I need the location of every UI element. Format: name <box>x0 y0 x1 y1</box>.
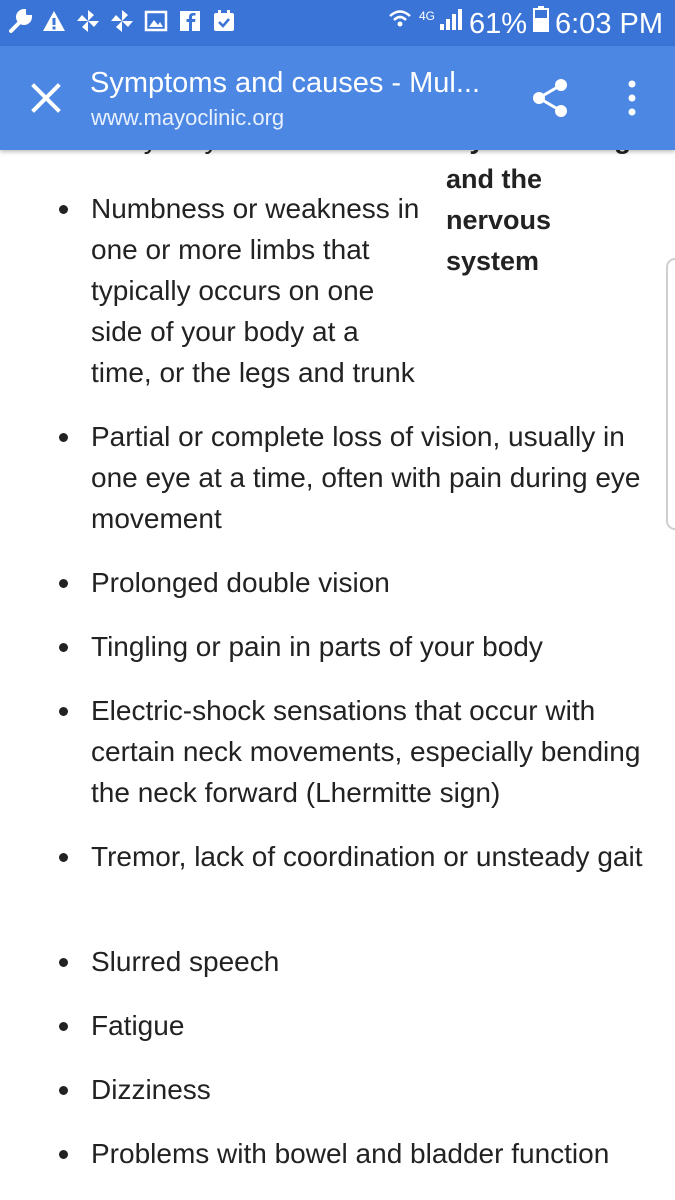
facebook-icon <box>178 7 202 35</box>
alert-icon <box>42 7 66 35</box>
wrench-icon <box>8 7 32 35</box>
list-item: Partial or complete loss of vision, usually in one eye at a time, often with pain during eye movement <box>91 416 661 539</box>
status-bar <box>0 0 675 46</box>
more-options-button[interactable] <box>618 72 646 124</box>
battery-percent: 61% <box>468 8 527 40</box>
page-url: www.mayoclinic.org <box>91 105 285 130</box>
share-icon <box>526 74 574 122</box>
system-status <box>387 4 663 44</box>
pinwheel-icon <box>110 7 134 35</box>
close-icon <box>24 76 68 120</box>
side-heading[interactable]: and the nervous system <box>446 164 552 276</box>
list-item: Tremor, lack of coordination or unsteady gait <box>91 836 661 877</box>
page-title: Symptoms and causes - Mul... <box>90 67 481 99</box>
pinwheel-icon <box>76 7 100 35</box>
close-button[interactable] <box>24 76 68 120</box>
list-item: Numbness or weakness in one or more limbs that typically occurs on one side of your body at a time, or the legs and trunk <box>91 188 426 393</box>
custom-tab-toolbar <box>0 46 675 150</box>
list-item: Slurred speech <box>91 941 661 982</box>
wifi-calling-icon <box>387 4 413 44</box>
list-item: Dizziness <box>91 1069 661 1110</box>
notification-icons <box>8 7 236 35</box>
list-item: Electric-shock sensations that occur with certain neck movements, especially bending the neck forward (Lhermitte sign) <box>91 690 661 813</box>
image-icon <box>144 7 168 35</box>
calendar-check-icon <box>212 7 236 35</box>
clock: 6:03 PM <box>555 8 663 40</box>
scroll-handle[interactable] <box>666 258 675 530</box>
network-type: 4G <box>418 9 435 23</box>
more-vert-icon <box>618 72 646 124</box>
signal-icon <box>439 4 463 44</box>
share-button[interactable] <box>526 74 574 122</box>
list-item: Fatigue <box>91 1005 661 1046</box>
list-item: Problems with bowel and bladder function <box>91 1133 661 1174</box>
list-item: Prolonged double vision <box>91 562 661 603</box>
battery-icon <box>533 4 549 44</box>
list-item: Tingling or pain in parts of your body <box>91 626 661 667</box>
